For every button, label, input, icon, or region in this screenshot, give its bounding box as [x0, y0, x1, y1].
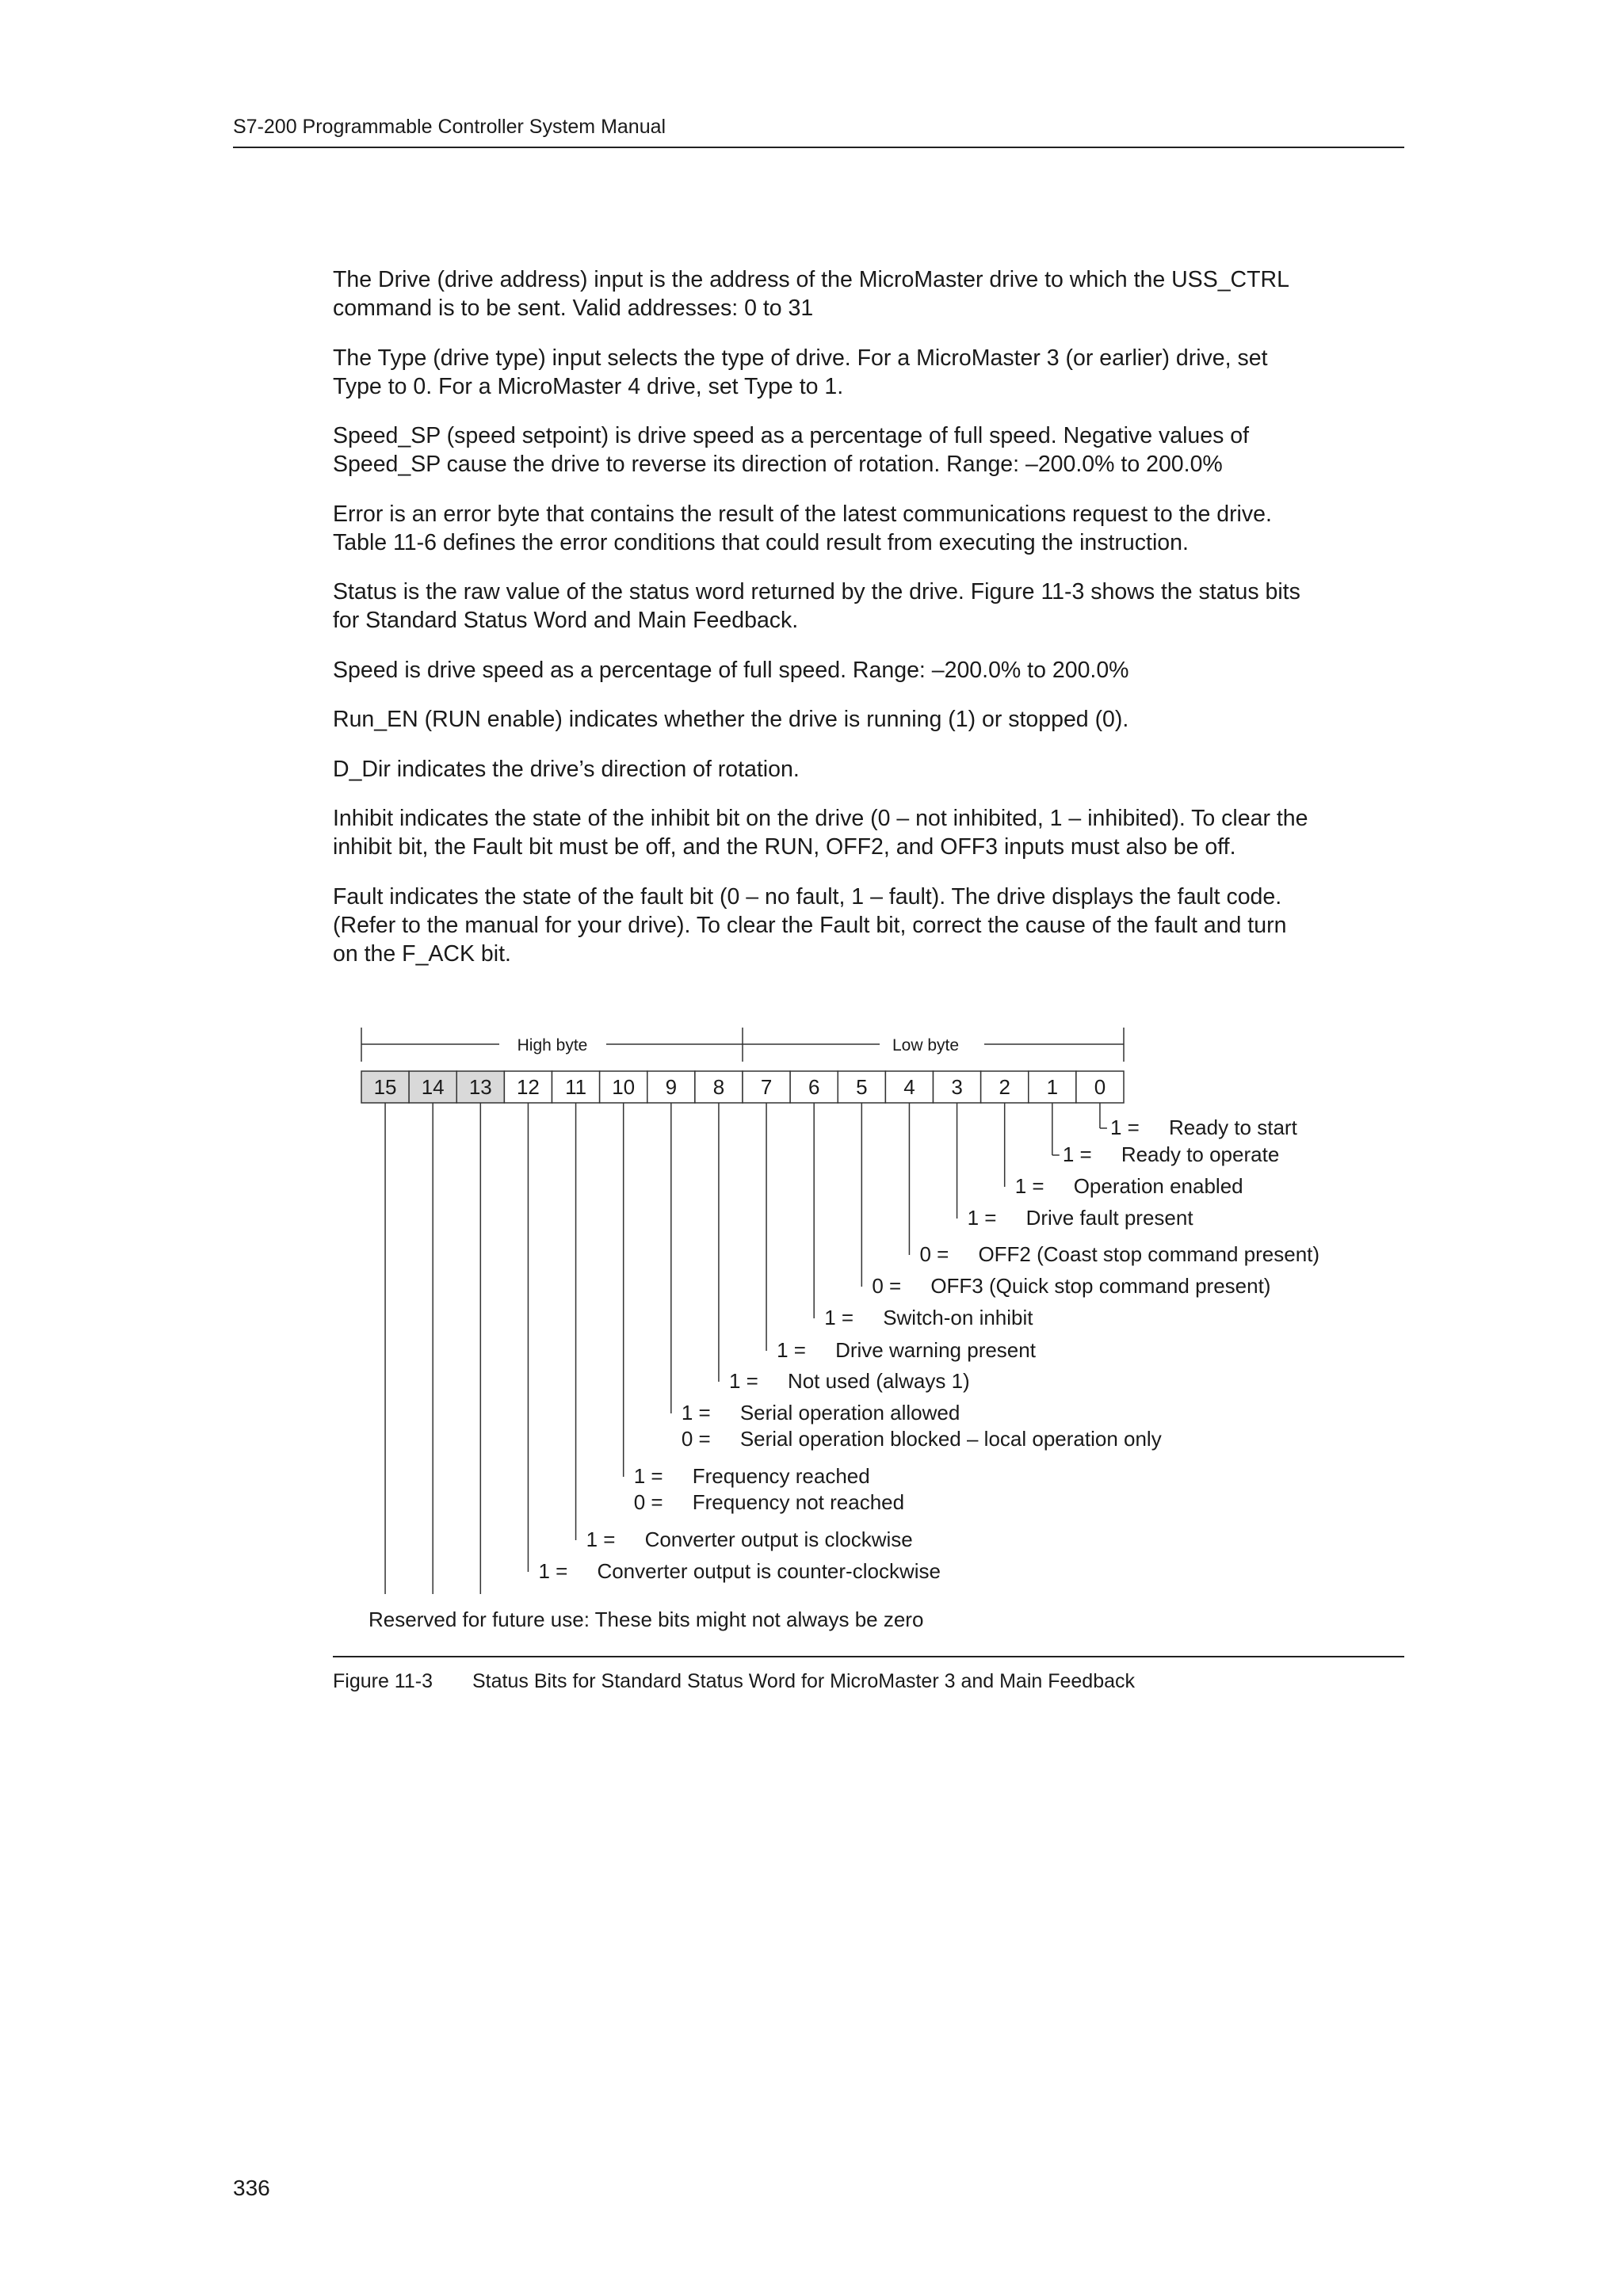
page-number: 336	[233, 2176, 270, 2200]
bit-5-description: OFF3 (Quick stop command present)	[930, 1274, 1271, 1298]
bit-8-description: Not used (always 1)	[787, 1369, 970, 1393]
bit-9-description: Serial operation allowed	[739, 1401, 960, 1425]
paragraph-status: Status is the raw value of the status word returned by the drive. Figure 11-3 shows the status bits for Standard Status Word and Main Feedback.	[333, 579, 1300, 633]
reserved-note: Reserved for future use: These bits might not always be zero	[369, 1608, 924, 1631]
bit-4-value: 0 =	[919, 1242, 949, 1266]
bit-label-2: 2	[999, 1075, 1010, 1099]
bit-label-9: 9	[665, 1075, 678, 1099]
running-header-title: S7-200 Programmable Controller System Manual	[233, 116, 666, 138]
figure-caption-title: Status Bits for Standard Status Word for MicroMaster 3 and Main Feedback	[472, 1670, 1136, 1692]
bit-label-5: 5	[856, 1075, 868, 1099]
figure-caption	[333, 1670, 1135, 1693]
bit-label-3: 3	[951, 1075, 963, 1099]
paragraph-speed: Speed is drive speed as a percentage of full speed. Range: –200.0% to 200.0%	[333, 657, 1129, 683]
bit-label-0: 0	[1094, 1075, 1106, 1099]
high-byte-label: High byte	[517, 1036, 588, 1055]
bit-label-6: 6	[808, 1075, 820, 1099]
bit-3-description: Drive fault present	[1025, 1206, 1193, 1230]
bit-label-8: 8	[712, 1075, 725, 1099]
bit-1-value: 1 =	[1062, 1142, 1092, 1166]
bit-10-description: Frequency reached	[692, 1464, 870, 1488]
bit-5-value: 0 =	[872, 1274, 902, 1298]
bit-label-12: 12	[516, 1075, 540, 1099]
paragraph-d-dir: D_Dir indicates the drive’s direction of rotation.	[333, 756, 800, 782]
bit-7-value: 1 =	[777, 1338, 806, 1362]
bit-11-value: 1 =	[586, 1527, 616, 1551]
bit-6-value: 1 =	[824, 1306, 854, 1329]
bit-11-description: Converter output is clockwise	[644, 1527, 913, 1551]
bit-9-value: 0 =	[681, 1427, 711, 1451]
bit-2-description: Operation enabled	[1073, 1174, 1243, 1198]
paragraph-error: Error is an error byte that contains the result of the latest communications request to the drive. Table 11-6 defines the error conditions that could result from executing the instruction.	[333, 501, 1272, 555]
bit-label-1: 1	[1046, 1075, 1059, 1099]
bit-12-description: Converter output is counter-clockwise	[597, 1559, 941, 1583]
bit-9-value: 1 =	[681, 1401, 711, 1425]
bit-label-15: 15	[373, 1075, 397, 1099]
figure-caption-number: Figure 11-3	[333, 1670, 433, 1692]
bit-10-description: Frequency not reached	[692, 1490, 905, 1514]
bit-10-value: 0 =	[633, 1490, 663, 1514]
bit-4-description: OFF2 (Coast stop command present)	[978, 1242, 1320, 1266]
bit-9-description: Serial operation blocked – local operation only	[739, 1427, 1162, 1451]
paragraph-speed-sp: Speed_SP (speed setpoint) is drive speed as a percentage of full speed. Negative values of Speed_SP cause the drive to reverse its direction of rotation. Range: –200.0% to 200.0%	[333, 423, 1250, 477]
bit-10-value: 1 =	[633, 1464, 663, 1488]
bit-label-10: 10	[612, 1075, 636, 1099]
bit-label-7: 7	[760, 1075, 773, 1099]
figure-rule	[333, 1656, 1404, 1657]
bit-0-value: 1 =	[1109, 1116, 1140, 1139]
paragraph-fault: Fault indicates the state of the fault bit (0 – no fault, 1 – fault). The drive displays the fault code. (Refer to the manual for your drive). To clear the Fault bit, correct the cause of the fault and turn on the F_ACK bit.	[333, 883, 1287, 967]
bit-label-4: 4	[903, 1075, 915, 1099]
bit-label-11: 11	[565, 1075, 587, 1099]
low-byte-label: Low byte	[892, 1036, 960, 1055]
paragraph-type: The Type (drive type) input selects the type of drive. For a MicroMaster 3 (or earlier) drive, set Type to 0. For a MicroMaster 4 drive, set Type to 1.	[333, 345, 1268, 399]
bit-label-14: 14	[421, 1075, 445, 1099]
bit-8-value: 1 =	[728, 1369, 758, 1393]
paragraph-inhibit: Inhibit indicates the state of the inhibit bit on the drive (0 – not inhibited, 1 – inhibited). To clear the inhibit bit, the Fault bit must be off, and the RUN, OFF2, and OFF3 inputs must also be off.	[333, 806, 1308, 860]
bit-1-description: Ready to operate	[1121, 1142, 1280, 1166]
bit-2-value: 1 =	[1014, 1174, 1044, 1198]
paragraph-drive: The Drive (drive address) input is the address of the MicroMaster drive to which the USS_CTRL command is to be sent. Valid addresses: 0 to 31	[333, 267, 1289, 321]
paragraph-run-en: Run_EN (RUN enable) indicates whether the drive is running (1) or stopped (0).	[333, 707, 1129, 732]
bit-12-value: 1 =	[538, 1559, 568, 1583]
bit-3-value: 1 =	[967, 1206, 997, 1230]
bit-6-description: Switch-on inhibit	[883, 1306, 1033, 1329]
bit-7-description: Drive warning present	[835, 1338, 1036, 1362]
bit-0-description: Ready to start	[1168, 1116, 1297, 1139]
bit-label-13: 13	[468, 1075, 492, 1099]
